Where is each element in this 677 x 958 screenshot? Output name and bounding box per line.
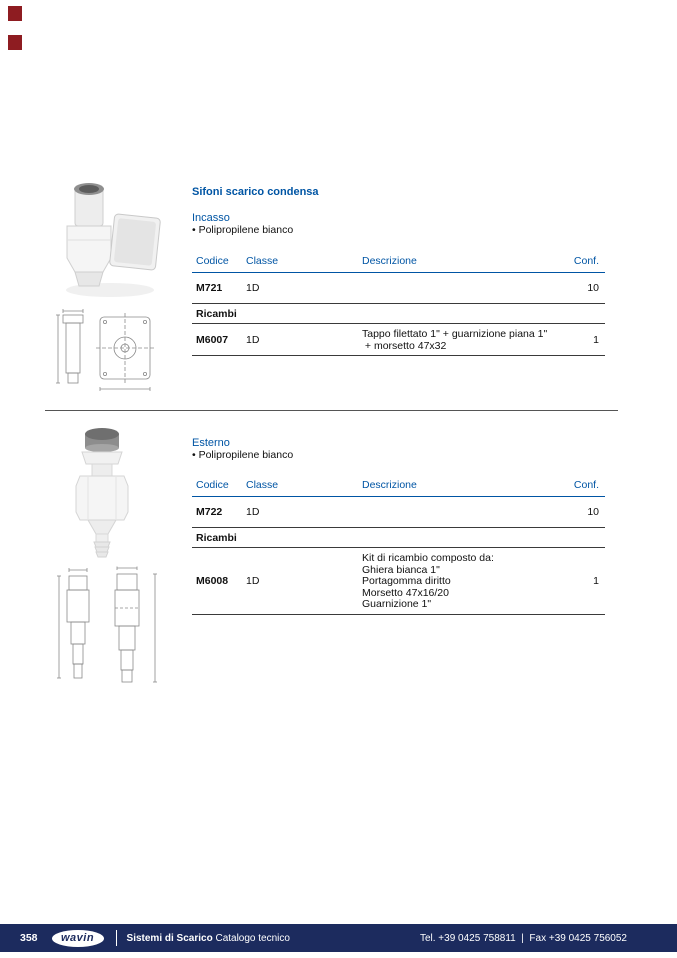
technical-drawing-incasso xyxy=(52,307,162,402)
ricambi-label: Ricambi xyxy=(196,308,237,320)
descrizione-cell: Tappo filettato 1" + guarnizione piana 1" + morsetto 47x32 xyxy=(362,328,548,352)
subtitle-incasso: Incasso xyxy=(192,212,230,224)
product-row-m721 xyxy=(192,273,605,303)
table-incasso xyxy=(192,250,605,356)
header-conf: Conf. xyxy=(573,479,599,491)
classe-cell: 1D xyxy=(246,506,260,518)
technical-drawing-esterno xyxy=(55,566,160,691)
section-marker-top xyxy=(8,6,22,21)
codice-cell: M722 xyxy=(196,506,223,518)
codice-cell: M6007 xyxy=(196,333,229,346)
conf-cell: 10 xyxy=(587,506,599,518)
descrizione-cell: Kit di ricambio composto da: Ghiera bianca 1" Portagomma diritto Morsetto 47x16/20 Guarnizione 1" xyxy=(362,552,494,610)
material-esterno: • Polipropilene bianco xyxy=(192,449,294,461)
ricambi-label-row xyxy=(192,304,605,323)
product-photo-esterno xyxy=(62,424,142,560)
table-header-row xyxy=(192,250,605,272)
table-bottom-line xyxy=(192,614,605,615)
table-header-row xyxy=(192,474,605,496)
classe-cell: 1D xyxy=(246,333,260,346)
spare-part-row-m6007 xyxy=(192,324,605,355)
footer-series xyxy=(127,933,290,944)
ricambi-label: Ricambi xyxy=(196,532,237,544)
codice-cell: M721 xyxy=(196,282,223,294)
product-photo-incasso xyxy=(55,180,165,300)
header-conf: Conf. xyxy=(573,255,599,267)
material-incasso: • Polipropilene bianco xyxy=(192,224,294,236)
product-row-m722 xyxy=(192,497,605,527)
header-descrizione: Descrizione xyxy=(362,479,417,491)
footer-bar xyxy=(0,924,677,952)
header-codice: Codice xyxy=(196,479,229,491)
classe-cell: 1D xyxy=(246,282,260,294)
ricambi-label-row xyxy=(192,528,605,547)
conf-cell: 10 xyxy=(587,282,599,294)
subtitle-esterno: Esterno xyxy=(192,437,230,449)
page-number: 358 xyxy=(20,932,38,944)
footer-divider xyxy=(116,930,117,946)
table-esterno xyxy=(192,474,605,615)
header-classe: Classe xyxy=(246,255,279,267)
footer-series-regular: Catalogo tecnico xyxy=(212,932,290,944)
codice-cell: M6008 xyxy=(196,574,229,587)
header-classe: Classe xyxy=(246,479,279,491)
header-descrizione: Descrizione xyxy=(362,255,417,267)
header-codice: Codice xyxy=(196,255,229,267)
classe-cell: 1D xyxy=(246,574,260,587)
page-title: Sifoni scarico condensa xyxy=(192,186,319,198)
section-divider xyxy=(45,410,618,411)
footer-series-bold: Sistemi di Scarico xyxy=(126,932,213,944)
table-bottom-line xyxy=(192,355,605,356)
spare-part-row-m6008 xyxy=(192,548,605,614)
conf-cell: 1 xyxy=(593,574,599,587)
wavin-logo-text: wavin xyxy=(60,932,95,944)
footer-contact: Tel. +39 0425 758811 | Fax +39 0425 756052 xyxy=(419,932,627,944)
conf-cell: 1 xyxy=(593,333,599,346)
wavin-logo xyxy=(52,930,104,947)
section-marker-bottom xyxy=(8,35,22,50)
